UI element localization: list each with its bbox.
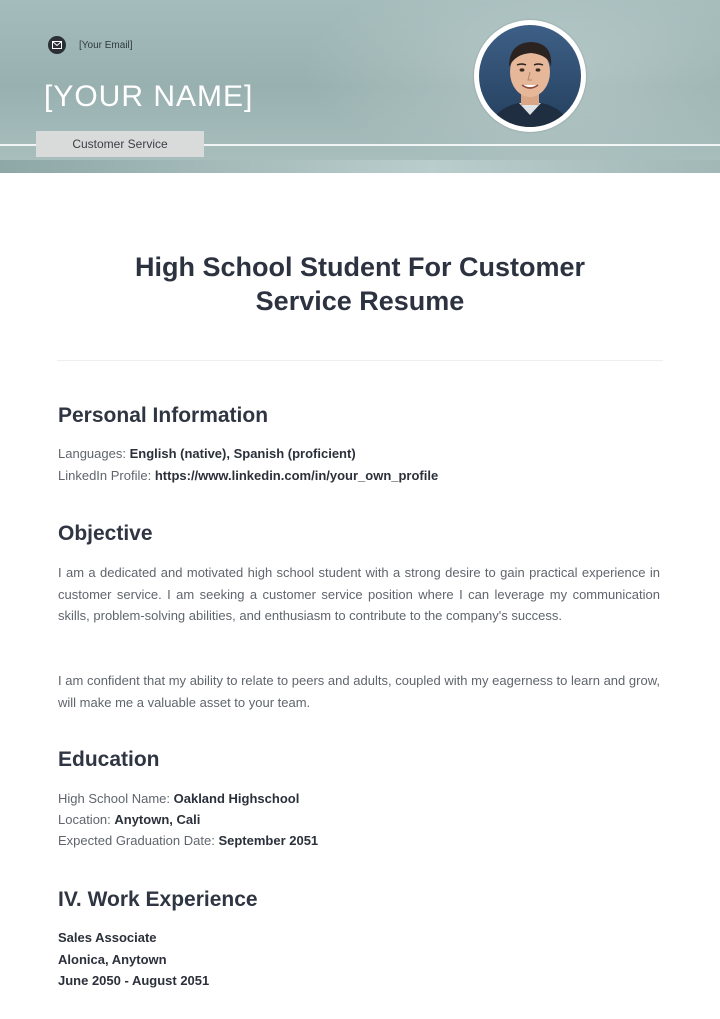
location-value: Anytown, Cali bbox=[114, 812, 201, 827]
languages-line bbox=[58, 446, 356, 461]
work-dates: June 2050 - August 2051 bbox=[58, 973, 210, 988]
graduation-line bbox=[58, 833, 318, 848]
school-value: Oakland Highschool bbox=[173, 791, 300, 806]
linkedin-label: LinkedIn Profile: bbox=[58, 468, 155, 483]
objective-paragraph-1: I am a dedicated and motivated high school student with a strong desire to gain practical experience in customer service. I am seeking a customer service position where I can leverage my communication skills, problem-solving abilities, and enthusiasm to contribute to the company's success. bbox=[58, 565, 660, 623]
school-line bbox=[58, 791, 299, 806]
candidate-name: [YOUR NAME] bbox=[44, 80, 254, 113]
school-label: High School Name: bbox=[58, 791, 174, 806]
graduation-label: Expected Graduation Date: bbox=[58, 833, 219, 848]
linkedin-value: https://www.linkedin.com/in/your_own_profile bbox=[154, 468, 439, 483]
resume-title-line-2: Service Resume bbox=[255, 286, 465, 316]
graduation-value: September 2051 bbox=[218, 833, 319, 848]
work-position: Sales Associate bbox=[58, 930, 157, 945]
location-line bbox=[58, 812, 200, 827]
resume-title bbox=[60, 250, 660, 318]
profile-photo-frame bbox=[474, 20, 586, 132]
objective-paragraph-2: I am confident that my ability to relate to peers and adults, coupled with my eagerness to learn and grow, will make me a valuable asset to your team. bbox=[58, 673, 660, 710]
email-icon bbox=[48, 36, 66, 54]
personal-info-heading: Personal Information bbox=[58, 404, 269, 427]
resume-title-line-1: High School Student For Customer bbox=[135, 252, 585, 282]
work-experience-heading: IV. Work Experience bbox=[58, 888, 258, 911]
profile-photo bbox=[479, 25, 581, 127]
objective-heading: Objective bbox=[58, 522, 153, 545]
education-heading: Education bbox=[58, 748, 160, 771]
email-row bbox=[48, 36, 133, 54]
email-text: [Your Email] bbox=[79, 39, 133, 51]
languages-label: Languages: bbox=[58, 446, 130, 461]
resume-header bbox=[0, 0, 720, 173]
location-label: Location: bbox=[58, 812, 115, 827]
linkedin-line bbox=[58, 468, 438, 483]
title-divider bbox=[57, 360, 663, 361]
role-tag: Customer Service bbox=[36, 131, 204, 157]
work-company: Alonica, Anytown bbox=[58, 952, 167, 967]
header-bottom-band bbox=[0, 160, 720, 173]
languages-value: English (native), Spanish (proficient) bbox=[129, 446, 356, 461]
